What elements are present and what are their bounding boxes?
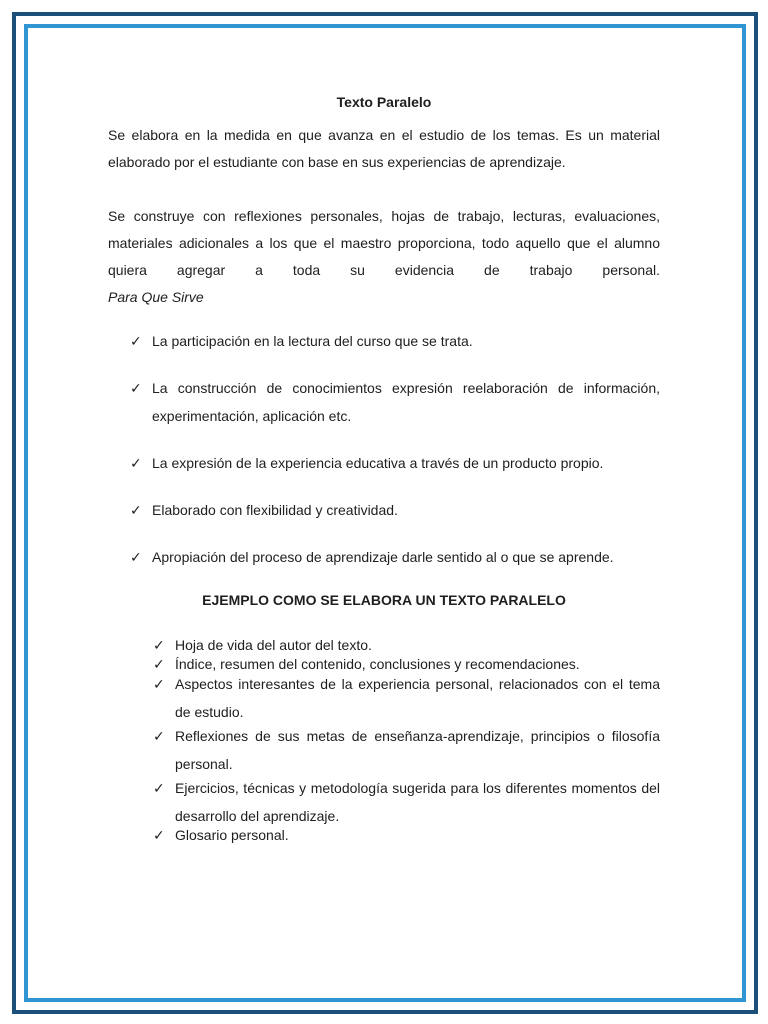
check-icon: ✓ xyxy=(130,380,142,396)
check-icon: ✓ xyxy=(153,656,165,672)
list-item-text: La participación en la lectura del curso que se trata. xyxy=(152,333,473,349)
list-item xyxy=(130,543,660,571)
paragraph-2 xyxy=(108,203,660,311)
list-item-text: Índice, resumen del contenido, conclusiones y recomendaciones. xyxy=(175,656,580,672)
list-item xyxy=(153,826,660,845)
list-item-text: Ejercicios, técnicas y metodología sugerida para los diferentes momentos del desarrollo del aprendizaje. xyxy=(175,780,660,824)
paragraph-2-text: Se construye con reflexiones personales, hojas de trabajo, lecturas, evaluaciones, materiales adicionales a los que el maestro proporciona, todo aquello que el alumno quiera agregar a toda su evidencia de trabajo personal. xyxy=(108,208,660,278)
example-section-title: EJEMPLO COMO SE ELABORA UN TEXTO PARALELO xyxy=(202,592,566,608)
list-item-text: Reflexiones de sus metas de enseñanza-aprendizaje, principios o filosofía personal. xyxy=(175,728,660,772)
paragraph-1: Se elabora en la medida en que avanza en el estudio de los temas. Es un material elaborado por el estudiante con base en sus experiencias de aprendizaje. xyxy=(108,127,660,170)
list-item-text: Glosario personal. xyxy=(175,827,289,843)
check-icon: ✓ xyxy=(130,333,142,349)
check-icon: ✓ xyxy=(130,455,142,471)
document-body xyxy=(108,92,660,845)
document-title: Texto Paralelo xyxy=(336,94,432,110)
list-item-text: Hoja de vida del autor del texto. xyxy=(175,637,372,653)
list-item-text: La expresión de la experiencia educativa a través de un producto propio. xyxy=(152,455,604,471)
list-item xyxy=(153,636,660,655)
list-item xyxy=(130,327,660,355)
check-icon: ✓ xyxy=(153,637,165,653)
list-item xyxy=(130,496,660,524)
list-item-text: Apropiación del proceso de aprendizaje darle sentido al o que se aprende. xyxy=(152,549,614,565)
check-icon: ✓ xyxy=(130,549,142,565)
check-icon: ✓ xyxy=(130,502,142,518)
list-item-text: La construcción de conocimientos expresión reelaboración de información, experimentación, aplicación etc. xyxy=(152,380,660,424)
list-item xyxy=(153,774,660,830)
check-icon: ✓ xyxy=(153,676,165,692)
list-item xyxy=(130,449,660,477)
subheading-para-que-sirve: Para Que Sirve xyxy=(108,289,204,305)
list-item xyxy=(153,670,660,726)
uses-list xyxy=(108,327,660,571)
list-item-text: Elaborado con flexibilidad y creatividad. xyxy=(152,502,398,518)
list-item-text: Aspectos interesantes de la experiencia personal, relacionados con el tema de estudio. xyxy=(175,676,660,720)
check-icon: ✓ xyxy=(153,780,165,796)
list-item xyxy=(130,374,660,430)
list-item xyxy=(153,722,660,778)
check-icon: ✓ xyxy=(153,827,165,843)
check-icon: ✓ xyxy=(153,728,165,744)
example-list xyxy=(108,636,660,845)
